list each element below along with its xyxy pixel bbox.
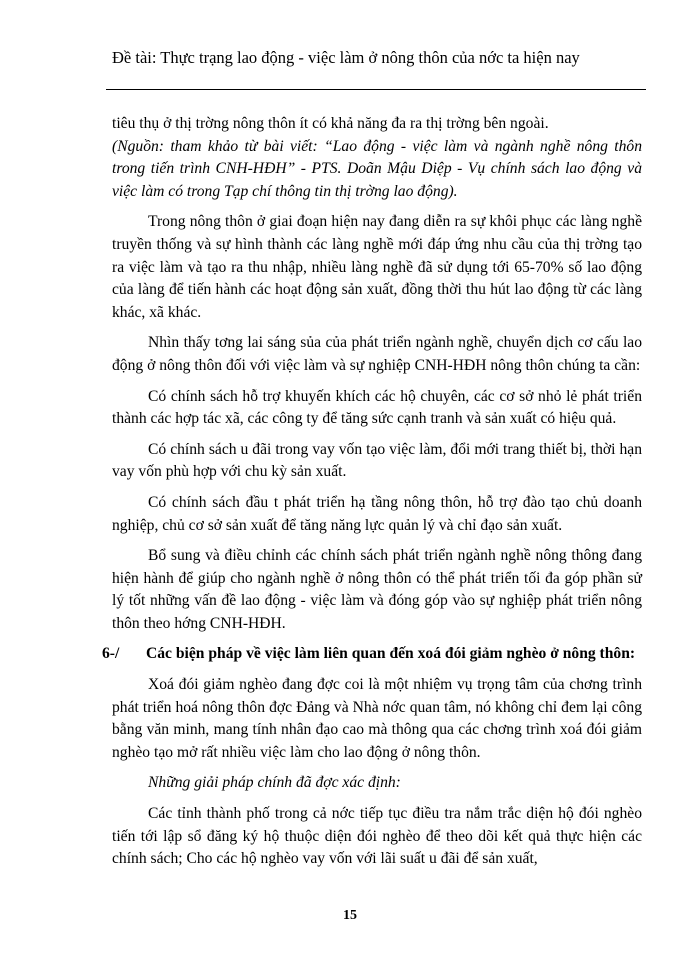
page-header: Đề tài: Thực trạng lao động - việc làm ở nông thôn của nớc ta hiện nay	[112, 48, 580, 67]
paragraph: Xoá đói giảm nghèo đang đợc coi là một nhiệm vụ trọng tâm của chơng trình phát triển hoá nông thôn đợc Đảng và Nhà nớc quan tâm, nó không chỉ đem lại công bằng văn minh, mang tính nhân đạo cao mà thông qua các chơng trình xoá đói giảm nghèo tạo mở rất nhiều việc làm cho lao động ở nông thôn.	[112, 676, 642, 761]
source-citation: (Nguồn: tham khảo từ bài viết: “Lao động - việc làm và ngành nghề nông thôn trong tiến trình CNH-HĐH” - PTS. Doãn Mậu Diệp - Vụ chính sách lao động và việc làm có trong Tạp chí thông tin thị trờng lao động).	[112, 137, 642, 200]
paragraph: Có chính sách hỗ trợ khuyến khích các hộ chuyên, các cơ sở nhỏ lẻ phát triển thành các hợp tác xã, các công ty để tăng sức cạnh tranh và sản xuất có hiệu quả.	[112, 387, 642, 428]
paragraph: Trong nông thôn ở giai đoạn hiện nay đang diễn ra sự khôi phục các làng nghề truyền thống và sự hình thành các làng nghề mới đáp ứng nhu cầu của thị trờng tạo ra việc làm và tạo ra thu nhập, nhiều làng nghề đã sử dụng tới 65-70% số lao động của làng để tiến hành các hoạt động sản xuất, đồng thời thu hút lao động từ các làng khác, xã khác.	[112, 213, 642, 321]
paragraph: Nhìn thấy tơng lai sáng sủa của phát triển ngành nghề, chuyển dịch cơ cấu lao động ở nông thôn đối với việc làm và sự nghiệp CNH-HĐH nông thôn chúng ta cần:	[112, 334, 642, 374]
document-body	[102, 113, 642, 871]
paragraph: Có chính sách u đãi trong vay vốn tạo việc làm, đổi mới trang thiết bị, thời hạn vay vốn phù hợp với chu kỳ sản xuất.	[112, 440, 642, 481]
section-title: Các biện pháp về việc làm liên quan đến xoá đói giảm nghèo ở nông thôn:	[146, 645, 636, 663]
paragraph: Bổ sung và điều chỉnh các chính sách phát triển ngành nghề nông thông đang hiện hành để giúp cho ngành nghề ở nông thôn có thể phát triển tối đa góp phần sử lý tốt những vấn đề lao động - việc làm và đóng góp vào sự nghiệp phát triển nông thôn theo hớng CNH-HĐH.	[112, 547, 642, 632]
paragraph: Các tỉnh thành phố trong cả nớc tiếp tục điều tra nắm trắc diện hộ đói nghèo tiến tới lập sổ đăng ký hộ thuộc diện đói nghèo để theo dõi kết quả thực hiện các chính sách; Cho các hộ nghèo vay vốn với lãi suất u đãi để sản xuất,	[112, 805, 642, 868]
page-number: 15	[343, 908, 357, 923]
header-rule	[106, 89, 646, 90]
section-number: 6-/	[102, 645, 120, 663]
section-heading	[102, 643, 642, 666]
paragraph-italic: Những giải pháp chính đã đợc xác định:	[148, 774, 401, 792]
paragraph: Có chính sách đầu t phát triển hạ tầng nông thôn, hỗ trợ đào tạo chủ doanh nghiệp, chủ cơ sở sản xuất để tăng năng lực quản lý và chỉ đạo sản xuất.	[112, 493, 642, 534]
paragraph: tiêu thụ ở thị trờng nông thôn ít có khả năng đa ra thị trờng bên ngoài.	[112, 115, 549, 132]
